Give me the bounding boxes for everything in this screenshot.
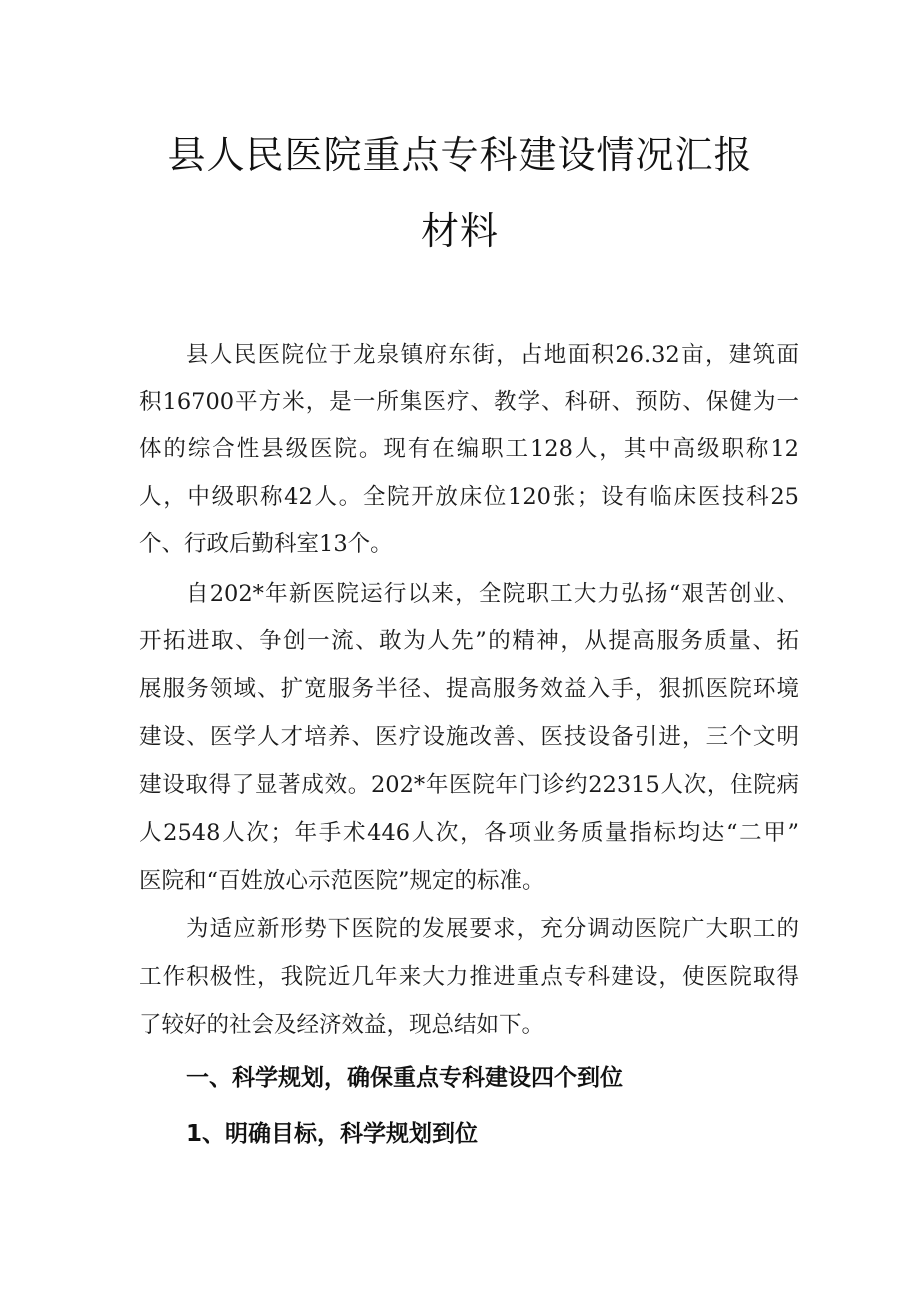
paragraph-1-line-4: 人，中级职称42人。全院开放床位120张；设有临床医技科25: [139, 484, 799, 510]
paragraph-2-line-2: 开拓进取、争创一流、敢为人先”的精神，从提高服务质量、拓: [139, 628, 799, 654]
paragraph-1-line-1: 县人民医院位于龙泉镇府东街，占地面积26.32亩，建筑面: [186, 342, 799, 368]
paragraph-2-line-3: 展服务领域、扩宽服务半径、提高服务效益入手，狠抓医院环境: [139, 676, 799, 702]
paragraph-1-line-5: 个、行政后勤科室13个。: [139, 531, 393, 557]
paragraph-2-line-5: 建设取得了显著成效。202*年医院年门诊约22315人次，住院病: [139, 772, 799, 798]
paragraph-2-line-4: 建设、医学人才培养、医疗设施改善、医技设备引进，三个文明: [139, 724, 799, 750]
paragraph-3-line-2: 工作积极性，我院近几年来大力推进重点专科建设，使医院取得: [139, 964, 799, 990]
document-title-line-2: 材料: [420, 209, 499, 253]
subsection-heading-1: 1、明确目标，科学规划到位: [186, 1121, 479, 1147]
paragraph-2-line-1: 自202*年新医院运行以来，全院职工大力弘扬“艰苦创业、: [186, 581, 799, 607]
paragraph-3-line-3: 了较好的社会及经济效益，现总结如下。: [139, 1012, 545, 1038]
section-heading-1: 一、科学规划，确保重点专科建设四个到位: [186, 1065, 623, 1091]
document-title-line-1: 县人民医院重点专科建设情况汇报: [167, 133, 753, 177]
paragraph-1-line-2: 积16700平方米，是一所集医疗、教学、科研、预防、保健为一: [139, 389, 799, 415]
paragraph-3-line-1: 为适应新形势下医院的发展要求，充分调动医院广大职工的: [186, 916, 799, 942]
paragraph-2-line-6: 人2548人次；年手术446人次，各项业务质量指标均达“二甲”: [139, 820, 799, 846]
paragraph-2-line-7: 医院和“百姓放心示范医院”规定的标准。: [139, 868, 545, 894]
paragraph-1-line-3: 体的综合性县级医院。现有在编职工128人，其中高级职称12: [139, 436, 799, 462]
